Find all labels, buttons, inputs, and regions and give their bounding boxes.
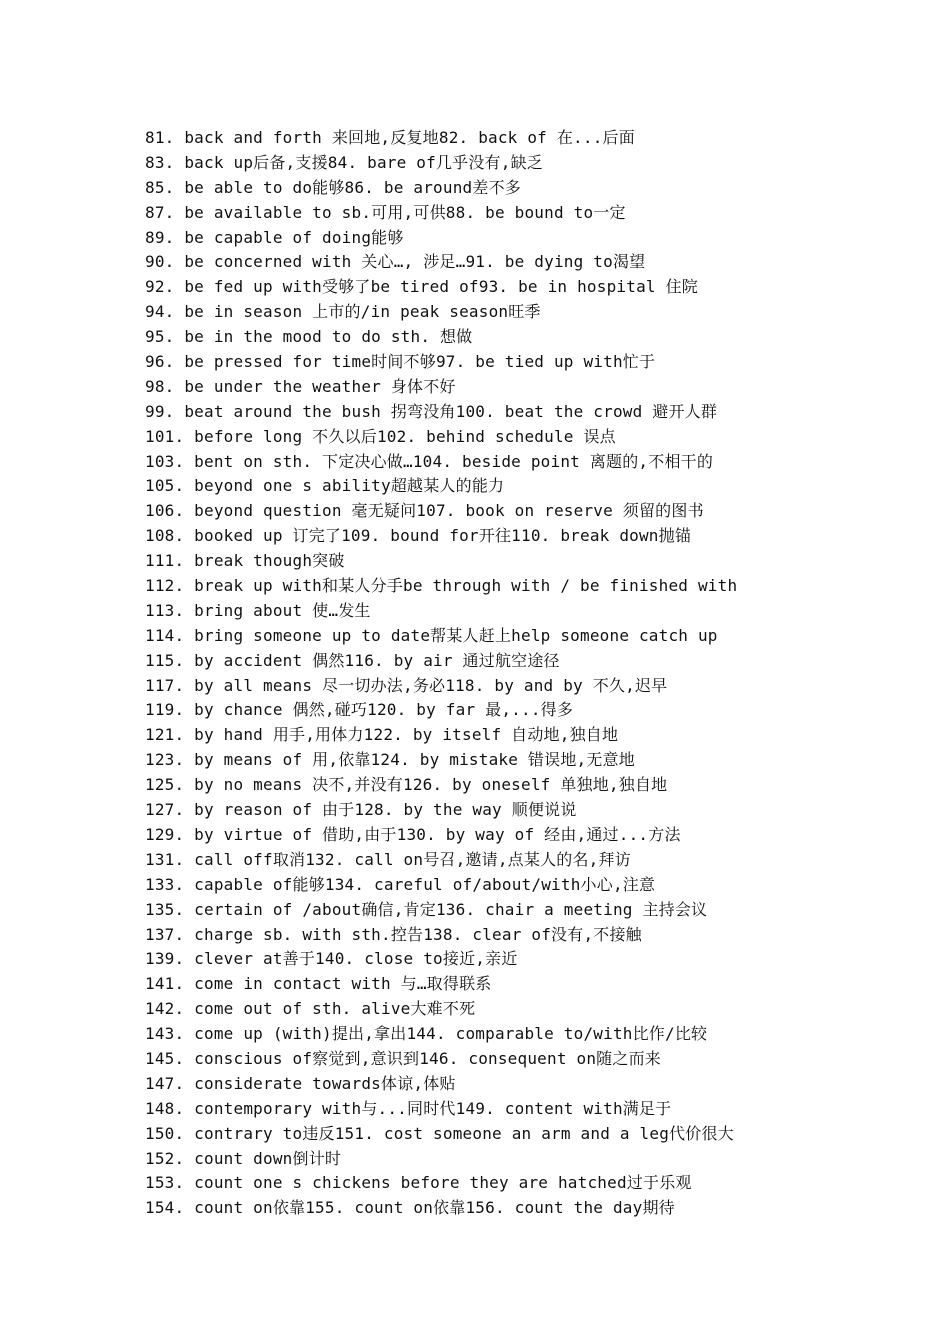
text-line: 101. before long 不久以后102. behind schedule 误点: [145, 426, 616, 446]
text-line: 95. be in the mood to do sth. 想做: [145, 327, 473, 347]
text-line: 153. count one s chickens before they are hatched过于乐观: [145, 1173, 692, 1193]
text-line: 87. be available to sb.可用,可供88. be bound to一定: [145, 202, 626, 222]
text-line: 99. beat around the bush 拐弯没角100. beat the crowd 避开人群: [145, 401, 718, 421]
text-line: 129. by virtue of 借助,由于130. by way of 经由,通过...方法: [145, 824, 681, 844]
text-line: 114. bring someone up to date帮某人赶上help someone catch up: [145, 625, 718, 645]
text-line: 112. break up with和某人分手be through with / be finished with: [145, 576, 738, 596]
text-line: 139. clever at善于140. close to接近,亲近: [145, 949, 518, 969]
text-line: 119. by chance 偶然,碰巧120. by far 最,...得多: [145, 700, 574, 720]
text-line: 131. call off取消132. call on号召,邀请,点某人的名,拜访: [145, 849, 631, 869]
text-line: 90. be concerned with 关心…, 涉足…91. be dying to渴望: [145, 252, 646, 272]
text-line: 115. by accident 偶然116. by air 通过航空途径: [145, 650, 560, 670]
text-line: 147. considerate towards体谅,体贴: [145, 1073, 456, 1093]
text-line: 113. bring about 使…发生: [145, 600, 371, 620]
text-line: 148. contemporary with与...同时代149. content with满足于: [145, 1098, 672, 1118]
text-line: 145. conscious of察觉到,意识到146. consequent on随之而来: [145, 1048, 661, 1068]
text-line: 108. booked up 订完了109. bound for开往110. break down抛锚: [145, 526, 692, 546]
text-line: 85. be able to do能够86. be around差不多: [145, 177, 521, 197]
text-line: 83. back up后备,支援84. bare of几乎没有,缺乏: [145, 152, 543, 172]
text-line: 125. by no means 决不,并没有126. by oneself 单独地,独自地: [145, 775, 668, 795]
text-line: 98. be under the weather 身体不好: [145, 376, 456, 396]
text-line: 92. be fed up with受够了be tired of93. be in hospital 住院: [145, 277, 698, 297]
text-line: 111. break though突破: [145, 551, 345, 571]
text-line: 105. beyond one s ability超越某人的能力: [145, 476, 505, 496]
text-line: 117. by all means 尽一切办法,务必118. by and by 不久,迟早: [145, 675, 668, 695]
text-line: 81. back and forth 来回地,反复地82. back of 在...后面: [145, 128, 635, 147]
document-page: [145, 126, 925, 1221]
text-line: 106. beyond question 毫无疑问107. book on reserve 须留的图书: [145, 501, 704, 521]
text-line: 150. contrary to违反151. cost someone an arm and a leg代价很大: [145, 1123, 734, 1143]
text-line: 137. charge sb. with sth.控告138. clear of没有,不接触: [145, 924, 642, 944]
text-line: 96. be pressed for time时间不够97. be tied up with忙于: [145, 352, 656, 372]
text-line: 142. come out of sth. alive大难不死: [145, 999, 476, 1019]
text-line: 127. by reason of 由于128. by the way 顺便说说: [145, 800, 577, 820]
text-line: 135. certain of /about确信,肯定136. chair a meeting 主持会议: [145, 899, 708, 919]
text-line: 89. be capable of doing能够: [145, 227, 404, 247]
text-line: 143. come up (with)提出,拿出144. comparable to/with比作/比较: [145, 1024, 708, 1044]
text-line: 103. bent on sth. 下定决心做…104. beside point 离题的,不相干的: [145, 451, 714, 471]
text-line: 141. come in contact with 与…取得联系: [145, 974, 492, 994]
text-line: 123. by means of 用,依靠124. by mistake 错误地,无意地: [145, 750, 635, 770]
text-line: 121. by hand 用手,用体力122. by itself 自动地,独自地: [145, 725, 619, 745]
text-line: 94. be in season 上市的/in peak season旺季: [145, 302, 541, 322]
text-line: 152. count down倒计时: [145, 1148, 342, 1168]
text-line: 154. count on依靠155. count on依靠156. count the day期待: [145, 1198, 675, 1218]
text-line: 133. capable of能够134. careful of/about/with小心,注意: [145, 874, 656, 894]
